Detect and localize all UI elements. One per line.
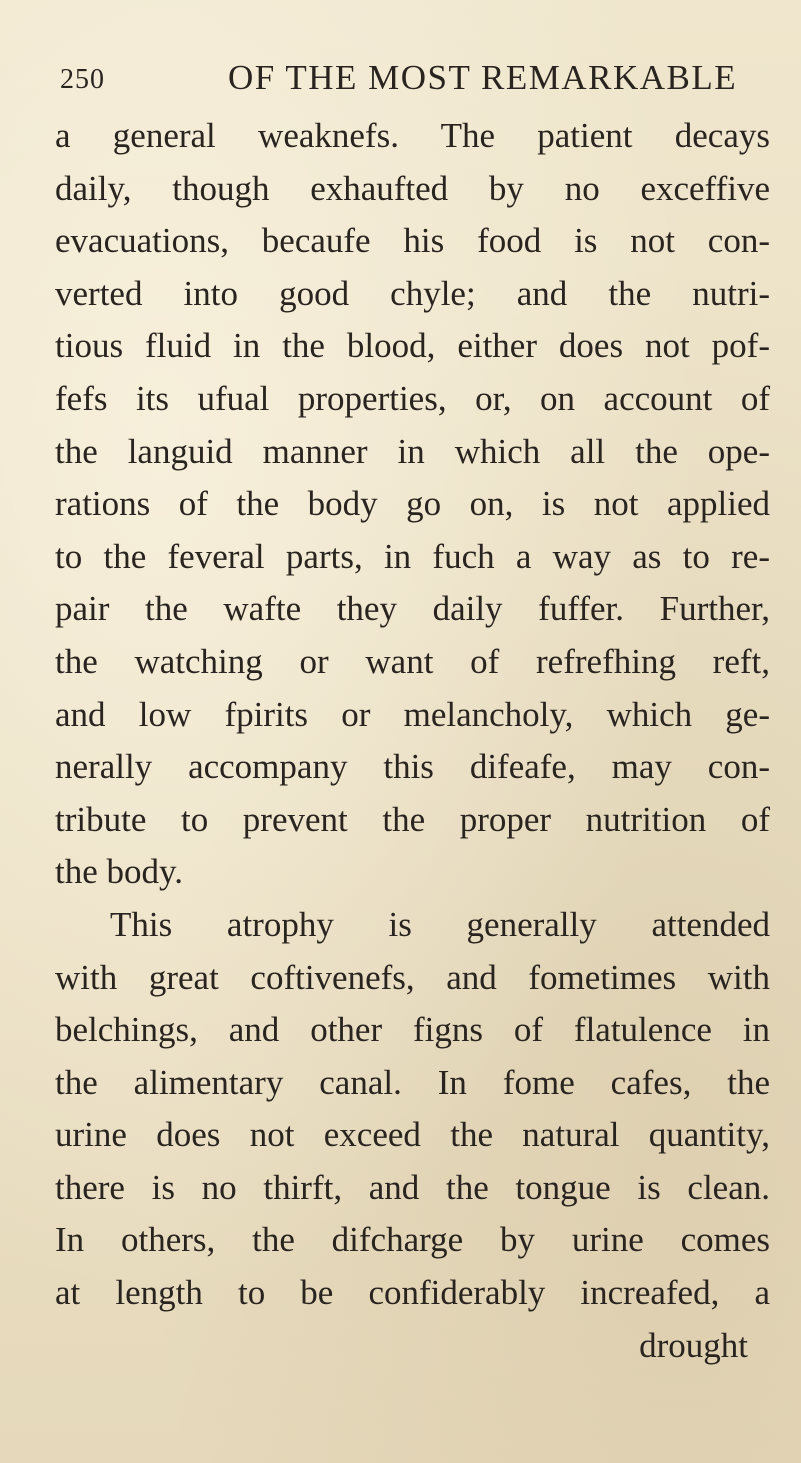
- body-text: [55, 110, 770, 1372]
- text-line: rations of the body go on, is not applied: [55, 484, 770, 524]
- text-line: In others, the difcharge by urine comes: [55, 1220, 770, 1260]
- text-line: verted into good chyle; and the nutri-: [55, 273, 770, 313]
- text-line: with great coftivenefs, and fometimes with: [55, 957, 770, 997]
- text-line: tribute to prevent the proper nutrition of: [55, 799, 770, 839]
- text-line: evacuations, becaufe his food is not con-: [55, 221, 770, 261]
- text-line: the watching or want of refrefhing reft,: [55, 641, 770, 681]
- text-line: nerally accompany this difeafe, may con-: [55, 747, 770, 787]
- text-line: daily, though exhaufted by no exceffive: [55, 168, 770, 208]
- text-line: there is no thirft, and the tongue is clean.: [55, 1167, 770, 1207]
- text-line: a general weaknefs. The patient decays: [55, 116, 770, 155]
- text-line: and low fpirits or melancholy, which ge-: [55, 694, 770, 734]
- running-title: OF THE MOST REMARKABLE: [228, 58, 738, 97]
- text-line: at length to be confiderably increafed, a: [55, 1273, 770, 1313]
- running-head: [60, 58, 740, 102]
- paragraph-start-line: This atrophy is generally attended: [110, 904, 770, 944]
- text-line: urine does not exceed the natural quantity,: [55, 1115, 770, 1155]
- text-line: fefs its ufual properties, or, on account of: [55, 378, 770, 418]
- page-number: 250: [60, 64, 105, 95]
- text-line: the alimentary canal. In fome cafes, the: [55, 1062, 770, 1102]
- text-line: to the feveral parts, in fuch a way as to re-: [55, 536, 770, 576]
- text-line: tious fluid in the blood, either does not pof-: [55, 326, 770, 366]
- text-line: belchings, and other figns of flatulence in: [55, 1010, 770, 1050]
- paragraph-end-line: the body.: [55, 852, 183, 892]
- catchword: drought: [639, 1325, 748, 1365]
- text-line: pair the wafte they daily fuffer. Further,: [55, 589, 770, 629]
- text-line: the languid manner in which all the ope-: [55, 431, 770, 471]
